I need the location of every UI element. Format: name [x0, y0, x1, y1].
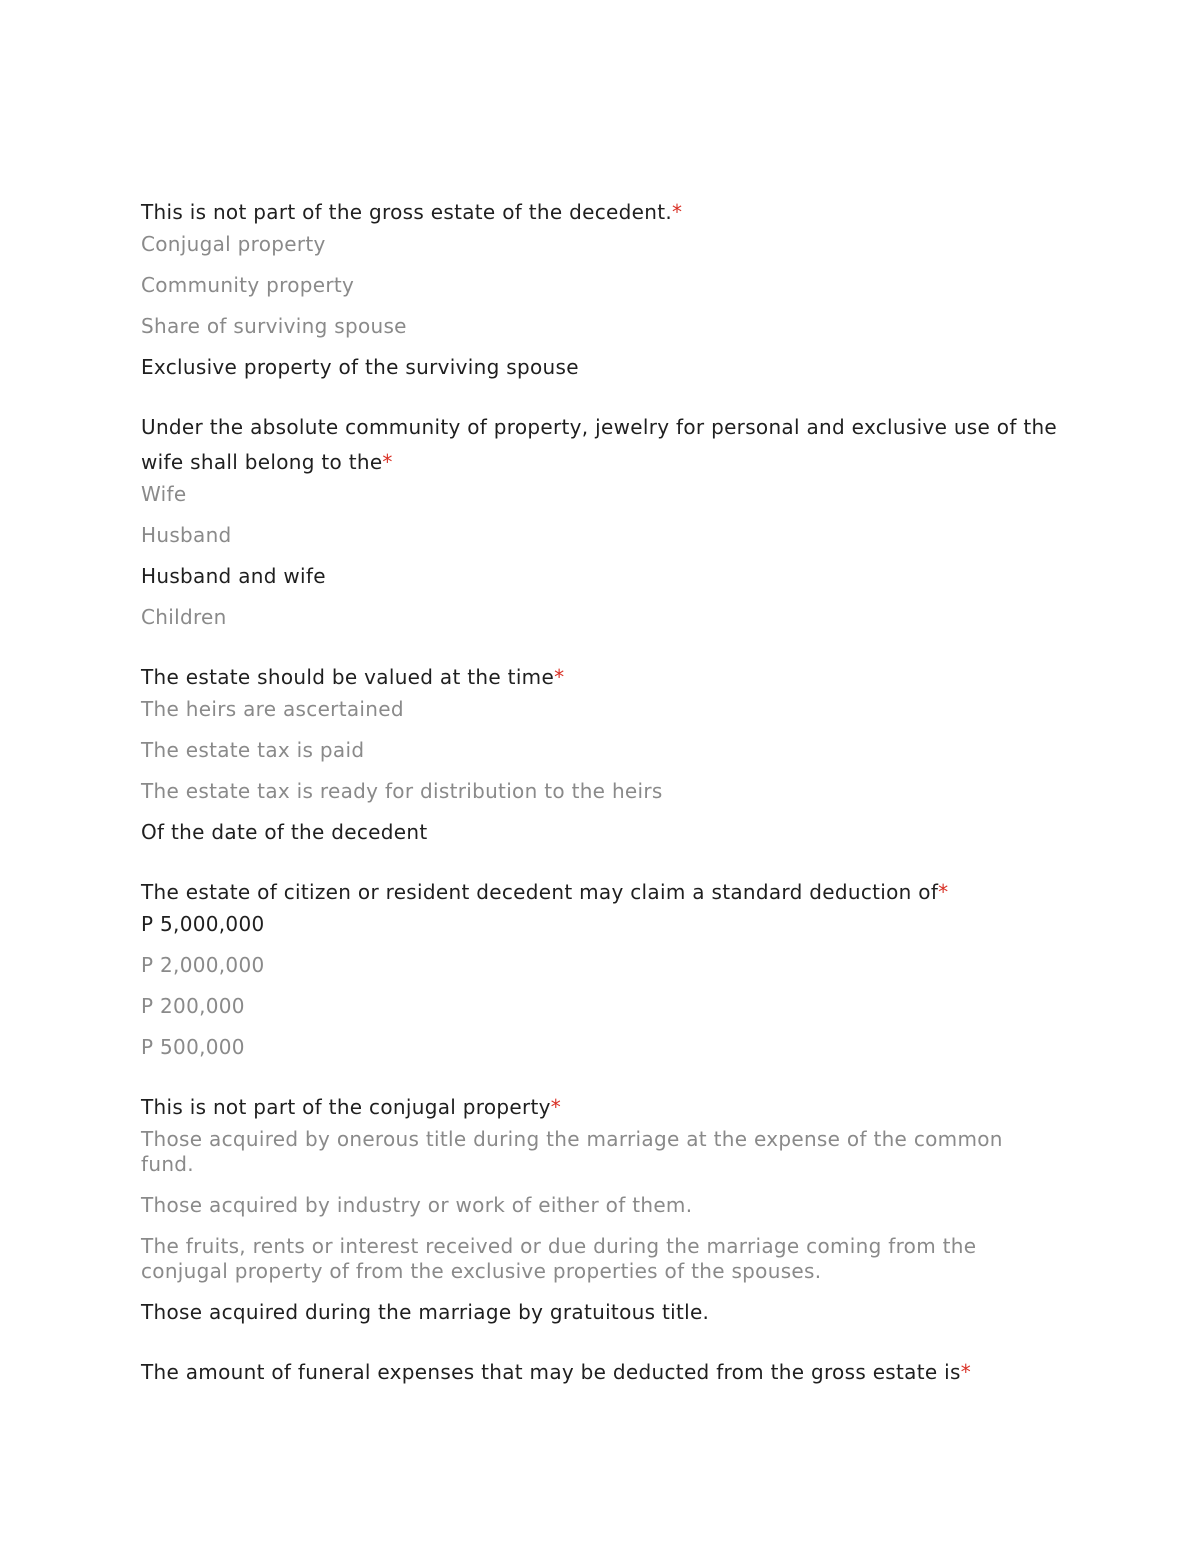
- question-6: [141, 1355, 1061, 1390]
- question-text: [141, 875, 1061, 910]
- option-conjugal-property[interactable]: Conjugal property: [141, 232, 326, 256]
- question-label: This is not part of the gross estate of the decedent.: [141, 200, 672, 224]
- option-p-5000000[interactable]: P 5,000,000: [141, 912, 265, 936]
- option-share-of-surviving-spouse[interactable]: Share of surviving spouse: [141, 314, 407, 338]
- required-marker: *: [938, 880, 949, 904]
- question-label: The estate should be valued at the time: [141, 665, 555, 689]
- option-p-2000000[interactable]: P 2,000,000: [141, 953, 265, 977]
- option-p-500000[interactable]: P 500,000: [141, 1035, 245, 1059]
- option-heirs-ascertained[interactable]: The heirs are ascertained: [141, 697, 404, 721]
- option-exclusive-property[interactable]: Exclusive property of the surviving spouse: [141, 355, 579, 379]
- question-label: The amount of funeral expenses that may be deducted from the gross estate is: [141, 1360, 961, 1384]
- required-marker: *: [960, 1360, 972, 1384]
- option-community-property[interactable]: Community property: [141, 273, 355, 297]
- question-1: [141, 195, 1061, 380]
- option-fruits-rents-interest[interactable]: The fruits, rents or interest received or due during the marriage coming from the conjugal property of from the exclusive properties of the spouses.: [141, 1234, 977, 1283]
- required-marker: *: [550, 1095, 562, 1119]
- option-wife[interactable]: Wife: [141, 482, 187, 506]
- question-text: [141, 410, 1061, 480]
- option-gratuitous-title[interactable]: Those acquired during the marriage by gratuitous title.: [141, 1300, 710, 1324]
- option-industry-or-work[interactable]: Those acquired by industry or work of either of them.: [141, 1193, 693, 1217]
- required-marker: *: [382, 450, 393, 474]
- quiz-page: [141, 195, 1061, 1392]
- question-3: [141, 660, 1061, 845]
- required-marker: *: [672, 200, 683, 224]
- option-husband[interactable]: Husband: [141, 523, 232, 547]
- question-label: This is not part of the conjugal property: [141, 1095, 551, 1119]
- question-label: The estate of citizen or resident decedent may claim a standard deduction of: [141, 880, 939, 904]
- option-p-200000[interactable]: P 200,000: [141, 994, 245, 1018]
- question-4: [141, 875, 1061, 1060]
- option-children[interactable]: Children: [141, 605, 227, 629]
- question-5: [141, 1090, 1061, 1325]
- question-text: [141, 1090, 1061, 1125]
- option-estate-tax-paid[interactable]: The estate tax is paid: [141, 738, 365, 762]
- question-text: [141, 1355, 1061, 1390]
- option-husband-and-wife[interactable]: Husband and wife: [141, 564, 326, 588]
- option-onerous-title[interactable]: Those acquired by onerous title during the marriage at the expense of the common fund.: [141, 1127, 1003, 1176]
- question-text: [141, 195, 1061, 230]
- option-date-of-decedent[interactable]: Of the date of the decedent: [141, 820, 428, 844]
- question-text: [141, 660, 1061, 695]
- question-label: Under the absolute community of property, jewelry for personal and exclusive use of the wife shall belong to the: [141, 415, 1058, 474]
- question-2: [141, 410, 1061, 630]
- required-marker: *: [554, 665, 565, 689]
- option-ready-for-distribution[interactable]: The estate tax is ready for distribution to the heirs: [141, 779, 663, 803]
